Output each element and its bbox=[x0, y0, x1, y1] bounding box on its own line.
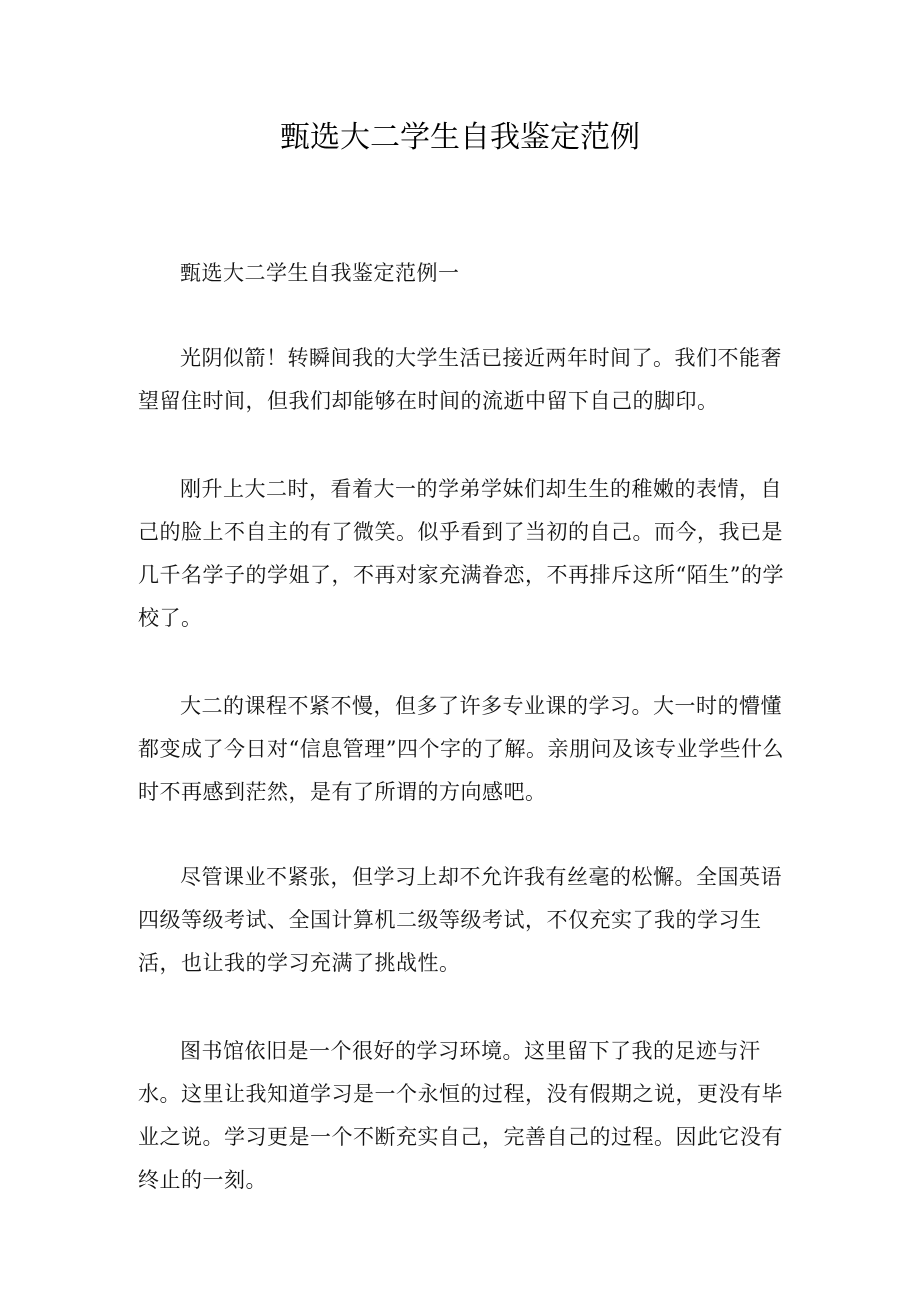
paragraph-1: 光阴似箭！转瞬间我的大学生活已接近两年时间了。我们不能奢望留住时间，但我们却能够在时间的流逝中留下自己的脚印。 bbox=[138, 346, 782, 413]
paragraph-3: 大二的课程不紧不慢，但多了许多专业课的学习。大一时的懵懂都变成了今日对“信息管理”四个字的了解。亲朋问及该专业学些什么时不再感到茫然，是有了所谓的方向感吧。 bbox=[138, 694, 784, 804]
document-body bbox=[138, 252, 788, 1202]
section-subheading: 甄选大二学生自我鉴定范例一 bbox=[180, 261, 460, 285]
paragraph-5: 图书馆依旧是一个很好的学习环境。这里留下了我的足迹与汗水。这里让我知道学习是一个永恒的过程，没有假期之说，更没有毕业之说。学习更是一个不断充实自己，完善自己的过程。因此它没有终止的一刻。 bbox=[138, 1039, 783, 1192]
paragraph-4: 尽管课业不紧张，但学习上却不允许我有丝毫的松懈。全国英语四级等级考试、全国计算机二级等级考试，不仅充实了我的学习生活，也让我的学习充满了挑战性。 bbox=[138, 865, 782, 975]
paragraph-2: 刚升上大二时，看着大一的学弟学妹们却生生的稚嫩的表情，自己的脸上不自主的有了微笑。似乎看到了当初的自己。而今，我已是几千名学子的学姐了，不再对家充满眷恋，不再排斥这所“陌生”的学校了。 bbox=[138, 477, 784, 630]
document-title: 甄选大二学生自我鉴定范例 bbox=[280, 120, 640, 155]
